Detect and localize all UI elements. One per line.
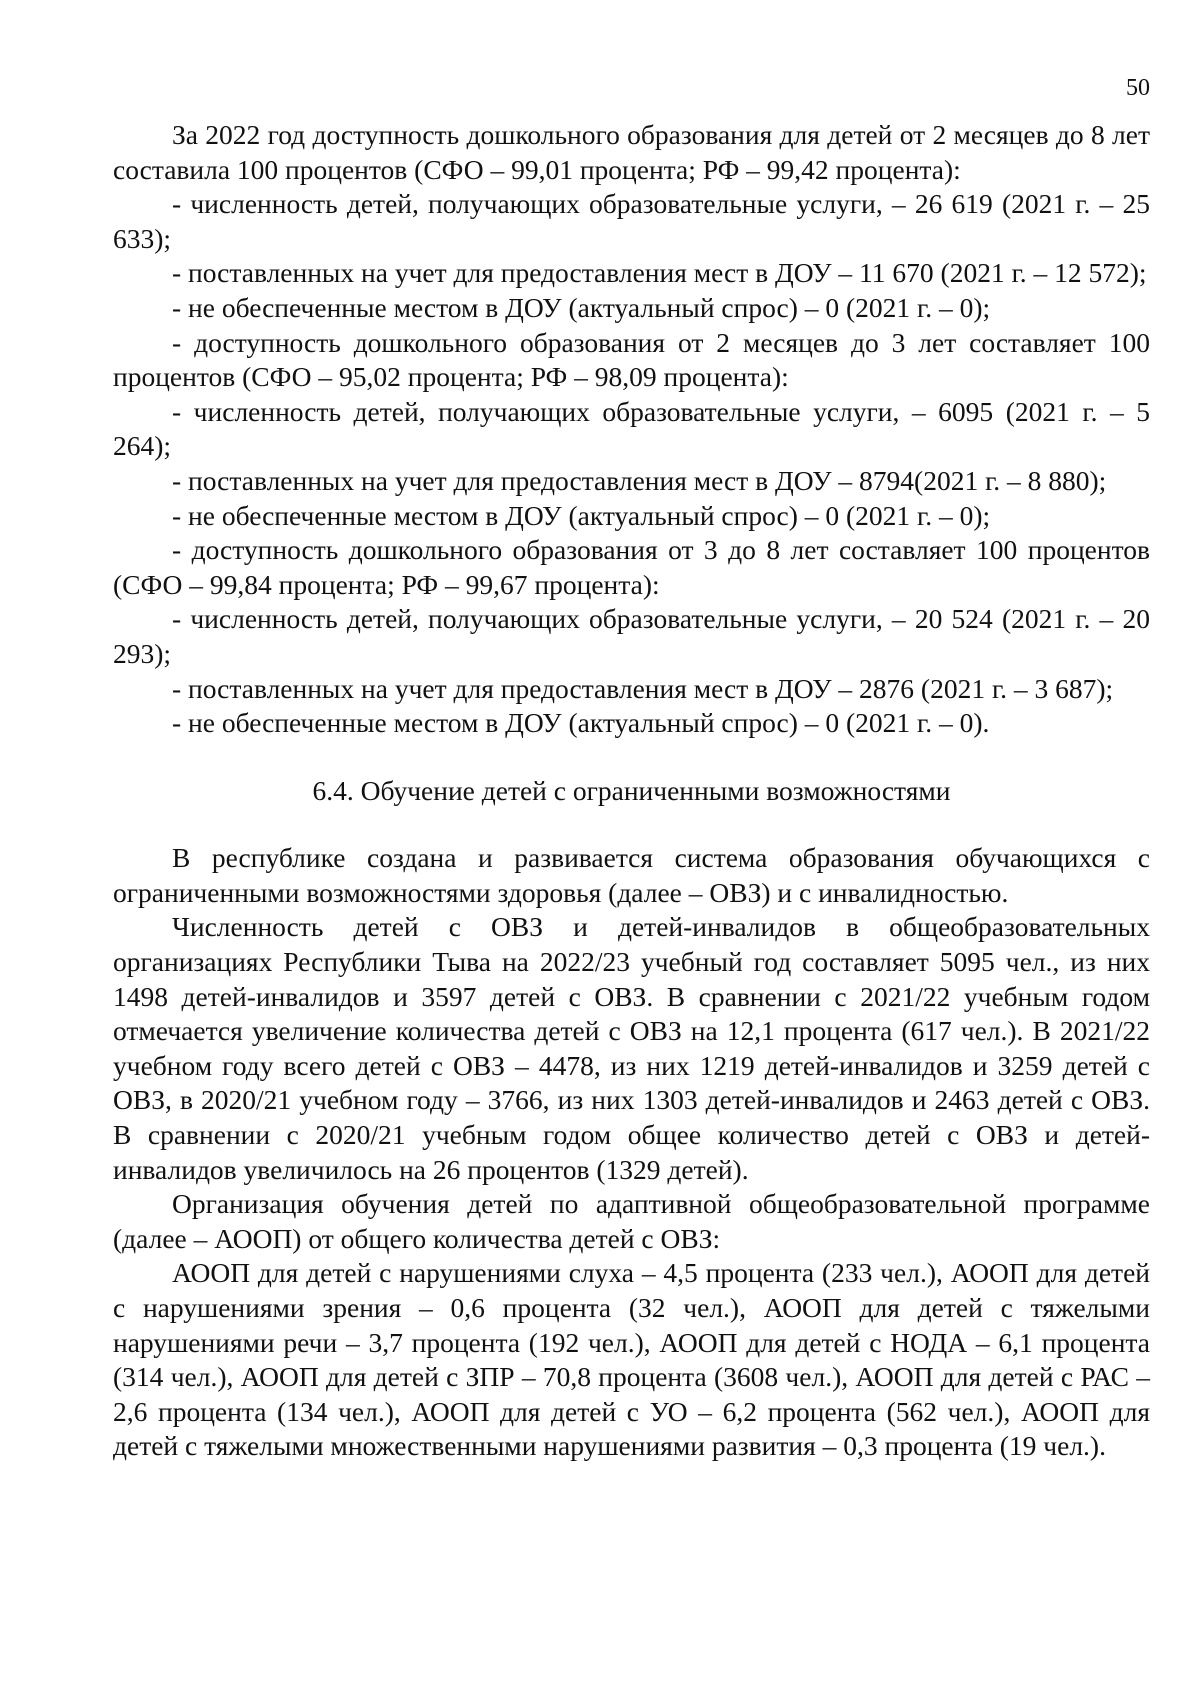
paragraph: АООП для детей с нарушениями слуха – 4,5 процента (233 чел.), АООП для детей с нарушениями зрения – 0,6 процента (32 чел.), АООП для детей с тяжелыми нарушениями речи – 3,7 процента (192 чел.), АООП для детей с НОДА – 6,1 процента (314 чел.), АООП для детей с ЗПР – 70,8 процента (3608 чел.), АООП для детей с РАС – 2,6 процента (134 чел.), АООП для детей с УО – 6,2 процента (562 чел.), АООП для детей с тяжелыми множественными нарушениями развития – 0,3 процента (19 чел.). xyxy=(113,1257,1150,1462)
document-body xyxy=(113,118,1150,1464)
list-item: - не обеспеченные местом в ДОУ (актуальный спрос) – 0 (2021 г. – 0); xyxy=(172,291,991,323)
list-item: - не обеспеченные местом в ДОУ (актуальный спрос) – 0 (2021 г. – 0); xyxy=(172,499,991,531)
page-number: 50 xyxy=(1126,75,1150,101)
paragraph: Численность детей с ОВЗ и детей-инвалидов в общеобразовательных организациях Республики Тыва на 2022/23 учебный год составляет 5095 чел., из них 1498 детей-инвалидов и 3597 детей с ОВЗ. В сравнении с 2021/22 учебным годом отмечается увеличение количества детей с ОВЗ на 12,1 процента (617 чел.). В 2021/22 учебном году всего детей с ОВЗ – 4478, из них 1219 детей-инвалидов и 3259 детей с ОВЗ, в 2020/21 учебном году – 3766, из них 1303 детей-инвалидов и 2463 детей с ОВЗ. В сравнении с 2020/21 учебным годом общее количество детей с ОВЗ и детей-инвалидов увеличилось на 26 процентов (1329 детей). xyxy=(113,911,1150,1185)
paragraph: За 2022 год доступность дошкольного образования для детей от 2 месяцев до 8 лет составила 100 процентов (СФО – 99,01 процента; РФ – 99,42 процента): xyxy=(113,119,1150,185)
list-item: - доступность дошкольного образования от 3 до 8 лет составляет 100 процентов (СФО – 99,84 процента; РФ – 99,67 процента): xyxy=(113,534,1150,600)
list-item: - численность детей, получающих образовательные услуги, – 20 524 (2021 г. – 20 293); xyxy=(113,603,1150,669)
paragraph: В республике создана и развивается система образования обучающихся с ограниченными возможностями здоровья (далее – ОВЗ) и с инвалидностью. xyxy=(113,842,1150,908)
paragraph: Организация обучения детей по адаптивной общеобразовательной программе (далее – АООП) от общего количества детей с ОВЗ: xyxy=(113,1188,1150,1254)
list-item: - численность детей, получающих образовательные услуги, – 26 619 (2021 г. – 25 633); xyxy=(113,188,1150,254)
list-item: - поставленных на учет для предоставления мест в ДОУ – 8794(2021 г. – 8 880); xyxy=(172,464,1107,496)
list-item: - поставленных на учет для предоставления мест в ДОУ – 2876 (2021 г. – 3 687); xyxy=(172,672,1114,704)
list-item: - доступность дошкольного образования от 2 месяцев до 3 лет составляет 100 процентов (СФО – 95,02 процента; РФ – 98,09 процента): xyxy=(113,326,1150,393)
list-item: - численность детей, получающих образовательные услуги, – 6095 (2021 г. – 5 264); xyxy=(113,395,1150,462)
list-item: - не обеспеченные местом в ДОУ (актуальный спрос) – 0 (2021 г. – 0). xyxy=(172,707,990,739)
list-item: - поставленных на учет для предоставления мест в ДОУ – 11 670 (2021 г. – 12 572); xyxy=(172,257,1147,289)
section-title: 6.4. Обучение детей с ограниченными возможностями xyxy=(312,774,951,806)
